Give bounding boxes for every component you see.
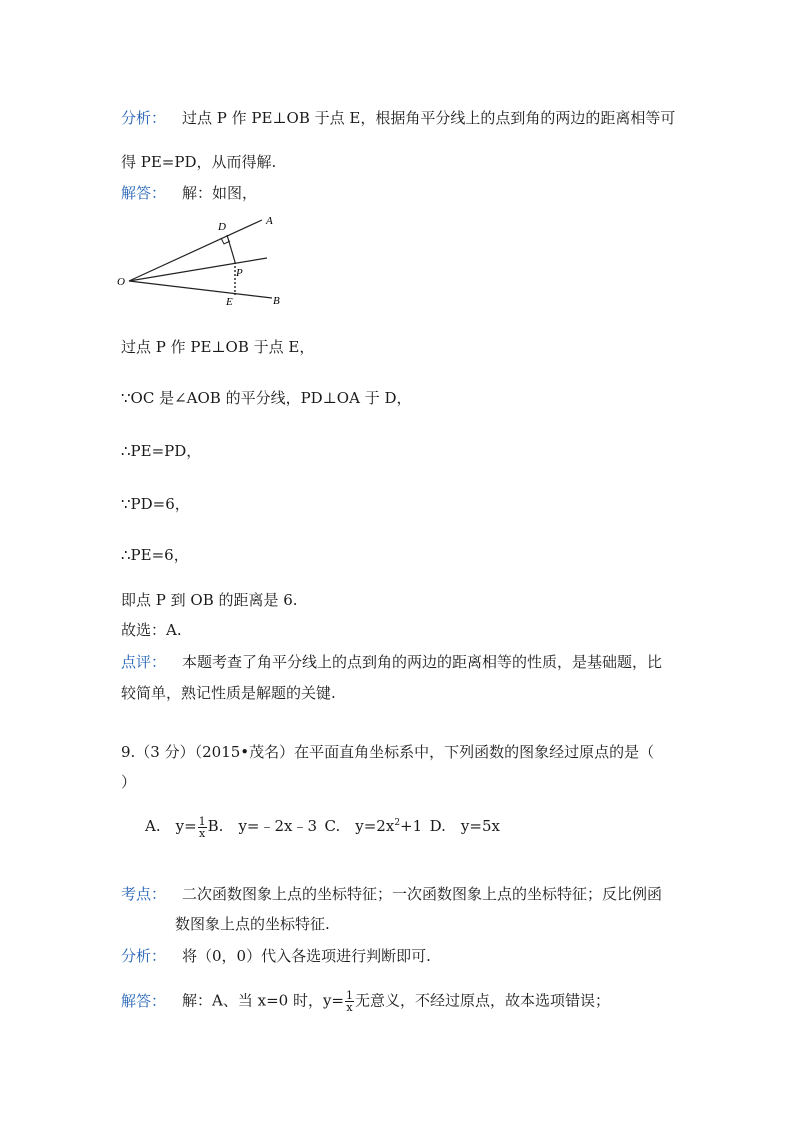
answer-9-line xyxy=(121,990,610,1013)
points-line-1 xyxy=(121,884,662,904)
option-a-numerator: 1 xyxy=(198,814,206,828)
answer-label: 解答： xyxy=(121,184,167,202)
comment-line-1 xyxy=(121,652,662,672)
option-c-exponent: 2 xyxy=(394,818,401,828)
step-4: ∵PD=6， xyxy=(121,495,190,513)
answer-intro: 解：如图， xyxy=(182,184,258,202)
step-1: 过点 P 作 PE⊥OB 于点 E， xyxy=(121,338,315,356)
option-c-prefix: C. y=2x xyxy=(324,817,395,835)
step-3: ∴PE=PD， xyxy=(121,442,202,460)
points-text-2: 数图象上点的坐标特征. xyxy=(175,915,330,933)
answer-9-label: 解答： xyxy=(121,991,167,1010)
segment-pd xyxy=(227,235,235,262)
option-c-suffix: +1 xyxy=(400,817,423,835)
angle-bisector-diagram xyxy=(115,210,285,310)
analysis-9-line xyxy=(121,946,431,966)
analysis-text-2: 得 PE=PD，从而得解. xyxy=(121,153,277,171)
answer-intro-line xyxy=(121,183,257,203)
option-d: D. y=5x xyxy=(429,817,500,835)
question-9-line-2: ） xyxy=(121,773,137,791)
analysis-9-label: 分析： xyxy=(121,947,167,965)
answer-9-numerator: 1 xyxy=(346,989,353,1002)
analysis-label: 分析： xyxy=(121,109,167,127)
answer-9-suffix: 无意义，不经过原点，故本选项错误； xyxy=(355,991,611,1010)
option-b: B. y=﹣2x﹣3 xyxy=(207,817,318,835)
points-label: 考点： xyxy=(121,885,167,903)
analysis-9-text: 将（0，0）代入各选项进行判断即可. xyxy=(182,947,431,965)
label-o: O xyxy=(117,276,125,288)
answer-9-prefix: 解：A、当 x=0 时，y= xyxy=(182,991,344,1010)
step-5: ∴PE=6， xyxy=(121,546,189,564)
label-a: A xyxy=(266,215,273,227)
question-9-options xyxy=(145,813,500,839)
ray-ob xyxy=(129,281,272,298)
analysis-line-1 xyxy=(121,108,675,128)
step-2: ∵OC 是∠AOB 的平分线，PD⊥OA 于 D， xyxy=(121,389,412,407)
question-9-line-1: 9.（3 分）（2015•茂名）在平面直角坐标系中，下列函数的图象经过原点的是（ xyxy=(121,743,655,761)
option-a-fraction xyxy=(198,816,207,839)
points-text-1: 二次函数图象上点的坐标特征；一次函数图象上点的坐标特征；反比例函 xyxy=(182,885,663,903)
step-7: 故选：A. xyxy=(121,621,182,639)
option-a-denominator: x xyxy=(199,826,206,840)
label-d: D xyxy=(218,221,226,233)
answer-9-denominator: x xyxy=(346,1001,353,1014)
label-b: B xyxy=(273,295,280,307)
comment-label: 点评： xyxy=(121,653,167,671)
label-p: P xyxy=(236,267,243,279)
analysis-text-1: 过点 P 作 PE⊥OB 于点 E，根据角平分线上的点到角的两边的距离相等可 xyxy=(182,109,676,127)
label-e: E xyxy=(226,296,233,308)
ray-oc xyxy=(129,258,267,281)
comment-text-2: 较简单，熟记性质是解题的关键. xyxy=(121,684,336,702)
answer-9-fraction xyxy=(345,990,354,1013)
step-6: 即点 P 到 OB 的距离是 6. xyxy=(121,591,298,609)
comment-text-1: 本题考查了角平分线上的点到角的两边的距离相等的性质，是基础题，比 xyxy=(182,653,663,671)
option-a-prefix: A. y= xyxy=(145,817,197,835)
